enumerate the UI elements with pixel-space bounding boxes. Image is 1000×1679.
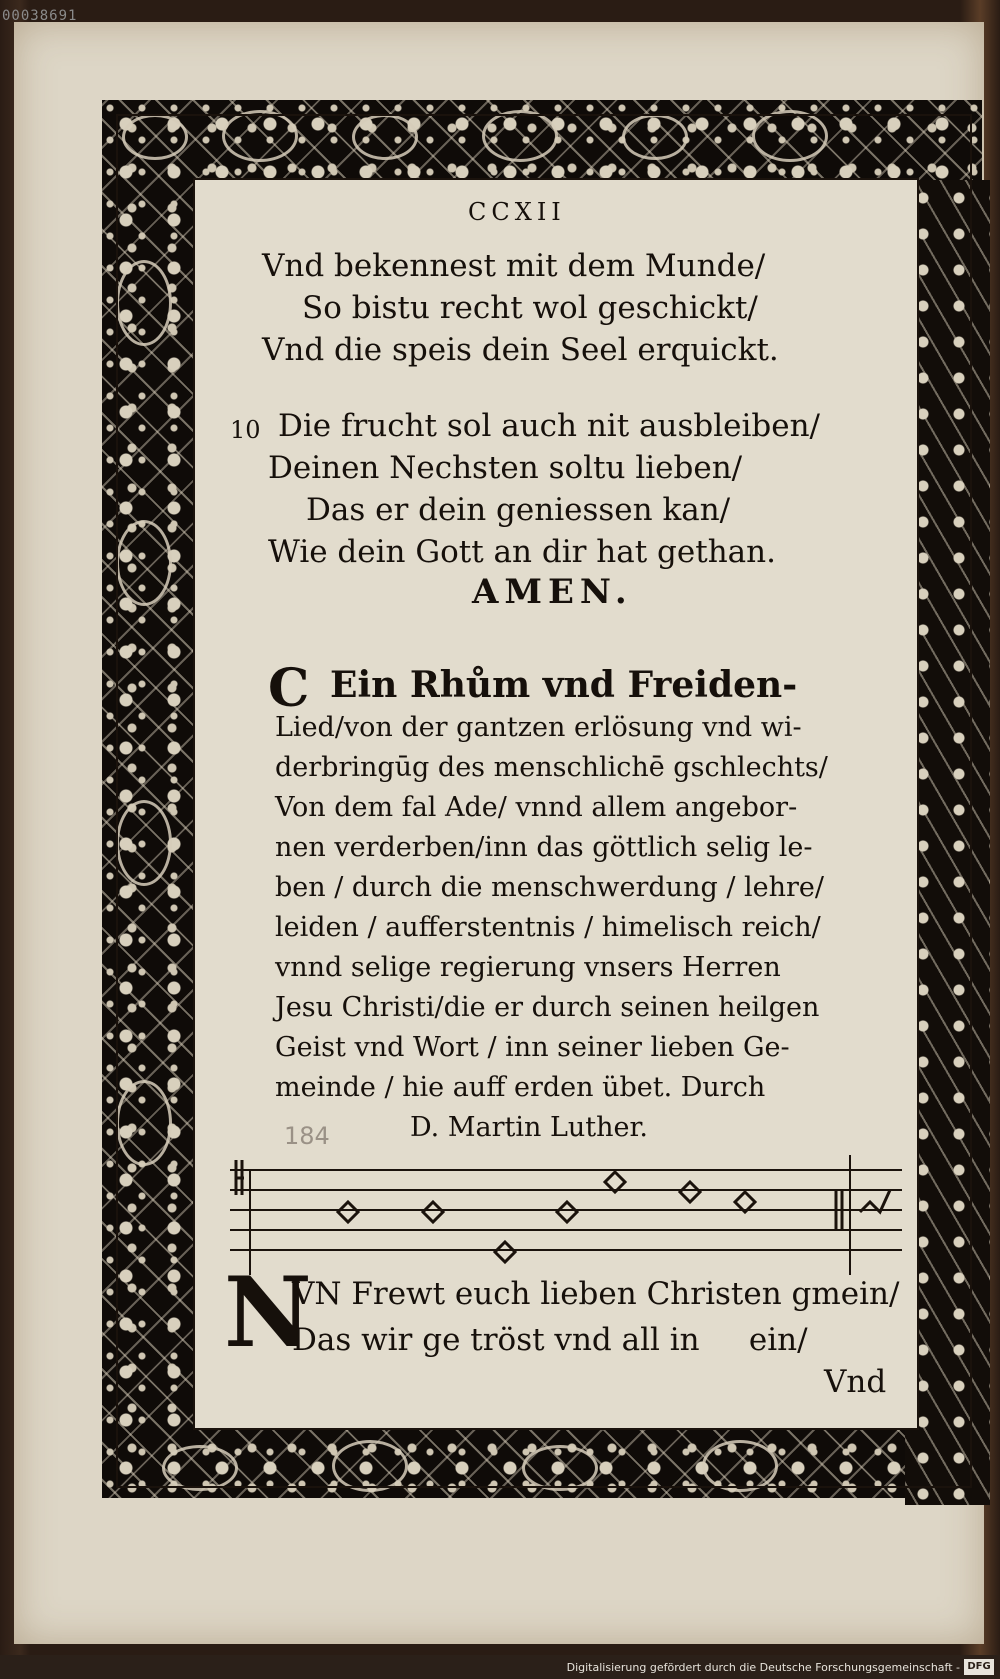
dfg-logo: DFG xyxy=(964,1659,994,1675)
heading-line: vnnd selige regierung vnsers Herren xyxy=(275,952,781,983)
verse-line: Wie dein Gott an dir hat gethan. xyxy=(268,534,776,570)
scan-id: 00038691 xyxy=(2,8,78,24)
note-head xyxy=(680,1182,700,1202)
hymn-line: VN Frewt euch lieben Christen gmein/ xyxy=(292,1276,900,1312)
verse-line: Deinen Nechsten soltu lieben/ xyxy=(268,450,743,486)
author-line: D. Martin Luther. xyxy=(410,1112,649,1143)
paragraph-mark: C xyxy=(268,658,310,719)
hymn-title: Ein Rhům vnd Freiden- xyxy=(330,664,798,706)
heading-line: Geist vnd Wort / inn seiner lieben Ge- xyxy=(275,1032,790,1063)
note-head xyxy=(495,1242,515,1262)
heading-line: Lied/von der gantzen erlösung vnd wi- xyxy=(275,712,802,743)
heading-line: nen verderben/inn das göttlich selig le- xyxy=(275,832,813,863)
note-head xyxy=(423,1202,443,1222)
music-staff xyxy=(230,1150,910,1280)
verse-line: Die frucht sol auch nit ausbleiben/ xyxy=(278,408,821,444)
catchword: Vnd xyxy=(824,1364,887,1400)
note-head xyxy=(338,1202,358,1222)
heading-line: Jesu Christi/die er durch seinen heilgen xyxy=(275,992,820,1023)
heading-line: ben / durch die menschwerdung / lehre/ xyxy=(275,872,824,903)
verse-line: So bistu recht wol geschickt/ xyxy=(302,290,758,326)
footer-credit: Digitalisierung gefördert durch die Deutsche Forschungsgemeinschaft - xyxy=(566,1661,960,1674)
heading-line: leiden / aufferstentnis / himelisch reich/ xyxy=(275,912,821,943)
hymn-line: Das wir ge tröst vnd all in ein/ xyxy=(292,1322,808,1358)
verse-line: Das er dein geniessen kan/ xyxy=(306,492,731,528)
heading-line: meinde / hie auff erden übet. Durch xyxy=(275,1072,766,1103)
custos-mark xyxy=(860,1190,890,1212)
heading-line: derbringūg des menschlichē gschlechts/ xyxy=(275,752,828,783)
note-head xyxy=(557,1202,577,1222)
amen: AMEN. xyxy=(472,572,633,612)
pencil-annotation: 184 xyxy=(284,1122,330,1150)
stanza-number: 10 xyxy=(230,416,261,444)
verse-line: Vnd bekennest mit dem Munde/ xyxy=(262,248,766,284)
folio-number: CCXII xyxy=(468,198,566,226)
drop-initial: N xyxy=(224,1256,312,1369)
heading-line: Von dem fal Ade/ vnnd allem angebor- xyxy=(275,792,798,823)
verse-line: Vnd die speis dein Seel erquickt. xyxy=(262,332,779,368)
